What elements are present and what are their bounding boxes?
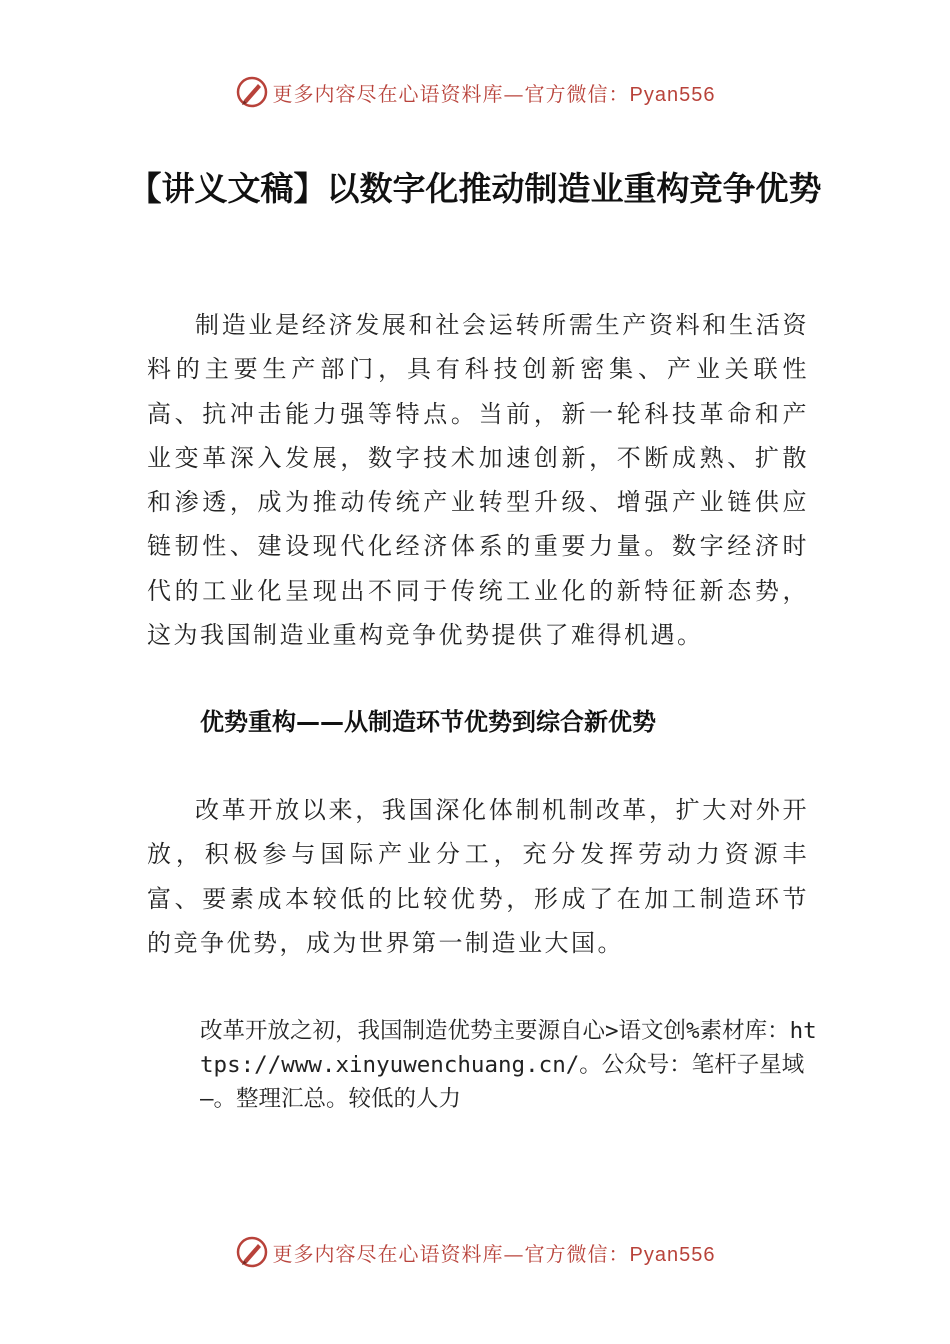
header-banner [0, 70, 950, 114]
paragraph-intro: 制造业是经济发展和社会运转所需生产资料和生活资料的主要生产部门，具有科技创新密集、产业关联性高、抗冲击能力强等特点。当前，新一轮科技革命和产业变革深入发展，数字技术加速创新，不断成熟、扩散和渗透，成为推动传统产业转型升级、增强产业链供应链韧性、建设现代化经济体系的重要力量。数字经济时代的工业化呈现出不同于传统工业化的新特征新态势，这为我国制造业重构竞争优势提供了难得机遇。 [147, 311, 809, 650]
paragraph-reform: 改革开放以来，我国深化体制机制改革，扩大对外开放，积极参与国际产业分工，充分发挥劳动力资源丰富、要素成本较低的比较优势，形成了在加工制造环节的竞争优势，成为世界第一制造业大国。 [147, 796, 809, 957]
banner-text: 更多内容尽在心语资料库—官方微信： [272, 81, 630, 106]
pen-logo-icon [235, 75, 269, 109]
section-heading: 优势重构——从制造环节优势到综合新优势 [200, 708, 656, 736]
source-note: 改革开放之初，我国制造优势主要源自心>语文创%素材库：https://www.xinyuwenchuang.cn/。公众号：笔杆子星域—。整理汇总。较低的人力 [200, 1018, 817, 1112]
document-title: 【讲义文稿】以数字化推动制造业重构竞争优势 [128, 169, 822, 208]
footer-banner [0, 1230, 950, 1274]
banner-wechat-id: Pyan556 [629, 1243, 716, 1266]
banner-wechat-id: Pyan556 [629, 83, 716, 106]
banner-text: 更多内容尽在心语资料库—官方微信： [272, 1241, 630, 1266]
pen-logo-icon [235, 1235, 269, 1269]
